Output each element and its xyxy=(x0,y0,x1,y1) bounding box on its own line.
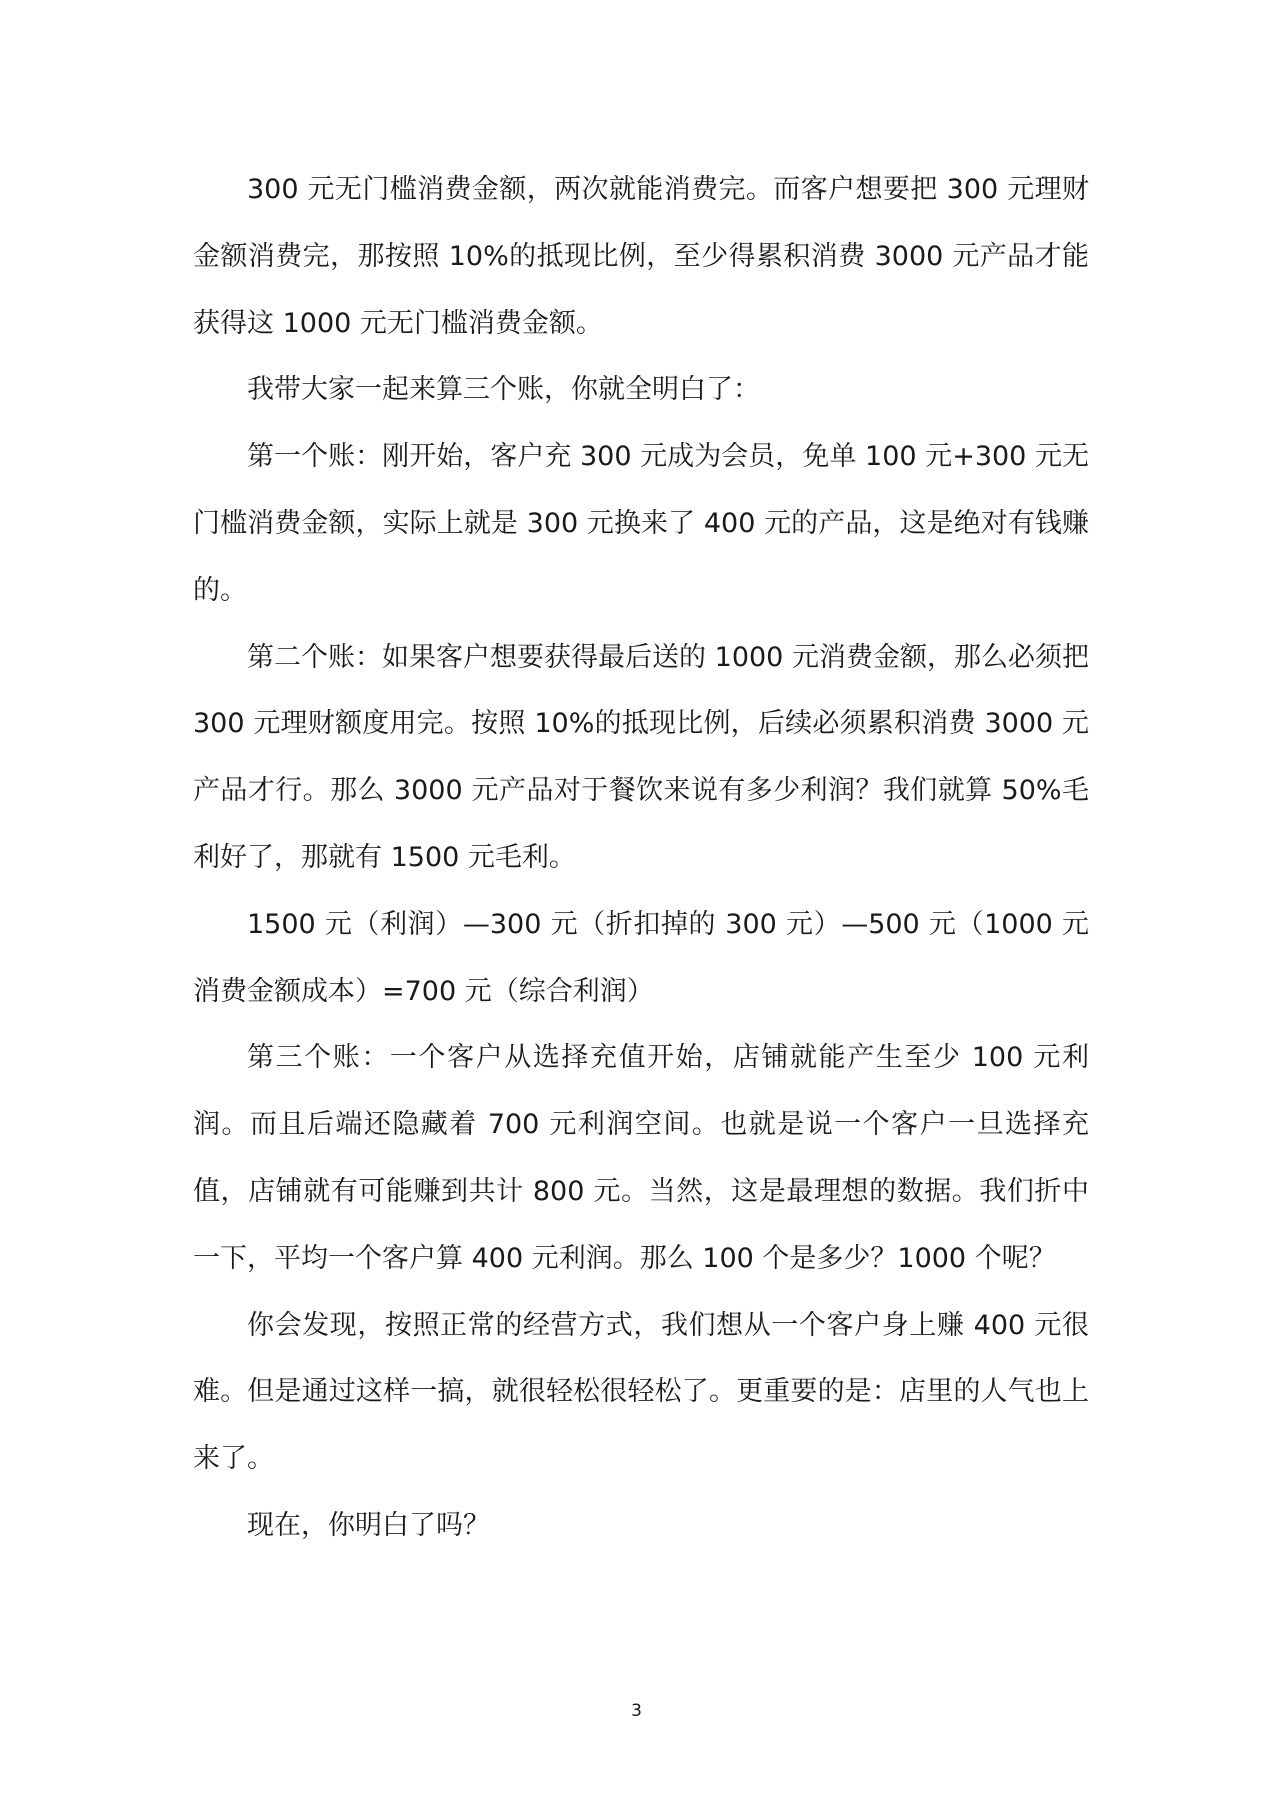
paragraph-4: 第二个账：如果客户想要获得最后送的 1000 元消费金额，那么必须把 300 元理财额度用完。按照 10%的抵现比例，后续必须累积消费 3000 元产品才行。那么 3000 元产品对于餐饮来说有多少利润？我们就算 50%毛利好了，那就有 1500 元毛利。 xyxy=(193,641,1089,873)
paragraph-7: 你会发现，按照正常的经营方式，我们想从一个客户身上赚 400 元很难。但是通过这样一搞，就很轻松很轻松了。更重要的是：店里的人气也上来了。 xyxy=(193,1309,1089,1475)
paragraph-2: 我带大家一起来算三个账，你就全明白了： xyxy=(247,374,760,406)
body-text xyxy=(193,157,1089,1560)
paragraph-1: 300 元无门槛消费金额，两次就能消费完。而客户想要把 300 元理财金额消费完，那按照 10%的抵现比例，至少得累积消费 3000 元产品才能获得这 1000 元无门槛消费金额。 xyxy=(193,174,1089,339)
paragraph-3: 第一个账：刚开始，客户充 300 元成为会员，免单 100 元+300 元无门槛消费金额，实际上就是 300 元换来了 400 元的产品，这是绝对有钱赚的。 xyxy=(193,441,1089,606)
page-number: 3 xyxy=(631,1701,642,1721)
paragraph-5: 1500 元（利润）—300 元（折扣掉的 300 元）—500 元（1000 元消费金额成本）=700 元（综合利润） xyxy=(193,908,1089,1007)
paragraph-8: 现在，你明白了吗？ xyxy=(247,1509,490,1541)
paragraph-6: 第三个账：一个客户从选择充值开始，店铺就能产生至少 100 元利润。而且后端还隐藏着 700 元利润空间。也就是说一个客户一旦选择充值，店铺就有可能赚到共计 800 元。当然，这是最理想的数据。我们折中一下，平均一个客户算 400 元利润。那么 100 个是多少？1000 个呢？ xyxy=(193,1042,1089,1274)
